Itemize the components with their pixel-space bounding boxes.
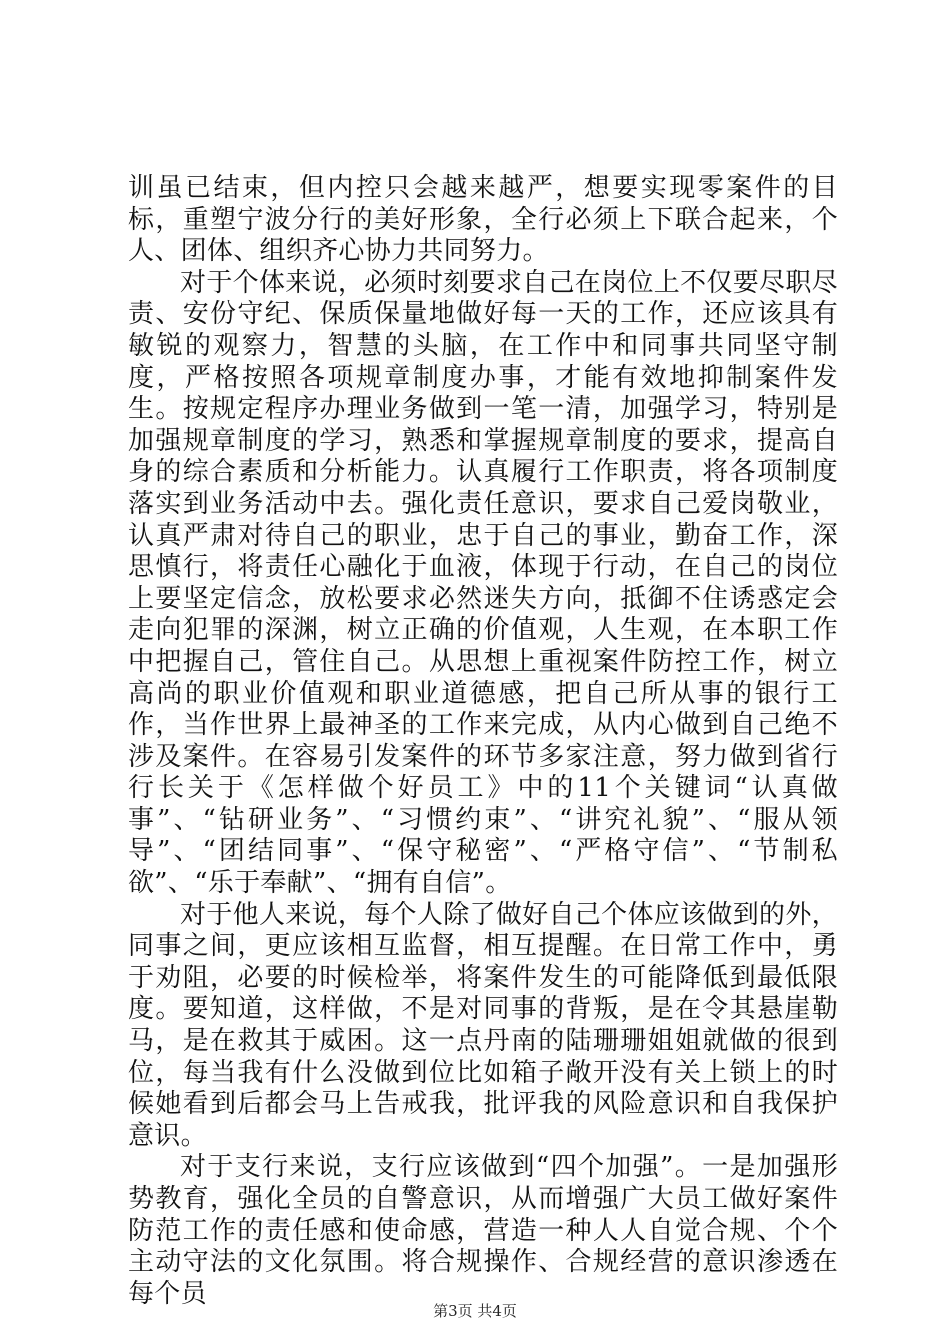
page-number-footer: 第3页 共4页	[433, 1302, 517, 1320]
paragraph-others: 对于他人来说，每个人除了做好自己个体应该做到的外，同事之间，更应该相互监督，相互提醒。在日常工作中，勇于劝阻，必要的时候检举，将案件发生的可能降低到最低限度。要知道，这样做，不是对同事的背叛，是在令其悬崖勒马，是在救其于威困。这一点丹南的陆珊珊姐姐就做的很到位，每当我有什么没做到位比如箱子敞开没有关上锁上的时候她看到后都会马上告戒我，批评我的风险意识和自我保护意识。	[128, 899, 838, 1151]
paragraph-continuation: 训虽已结束，但内控只会越来越严，想要实现零案件的目标，重塑宁波分行的美好形象，全行必须上下联合起来，个人、团体、组织齐心协力共同努力。	[128, 173, 838, 267]
document-body	[128, 173, 838, 1310]
paragraph-branch: 对于支行来说，支行应该做到“四个加强”。一是加强形势教育，强化全员的自警意识，从而增强广大员工做好案件防范工作的责任感和使命感，营造一种人人自觉合规、个个主动守法的文化氛围。将合规操作、合规经营的意识渗透在每个员	[128, 1152, 838, 1309]
paragraph-individual: 对于个体来说，必须时刻要求自己在岗位上不仅要尽职尽责、安份守纪、保质保量地做好每一天的工作，还应该具有敏锐的观察力，智慧的头脑，在工作中和同事共同坚守制度，严格按照各项规章制度办事，才能有效地抑制案件发生。按规定程序办理业务做到一笔一清，加强学习，特别是加强规章制度的学习，熟悉和掌握规章制度的要求，提高自身的综合素质和分析能力。认真履行工作职责，将各项制度落实到业务活动中去。强化责任意识，要求自己爱岗敬业，认真严肃对待自己的职业，忠于自己的事业，勤奋工作，深思慎行，将责任心融化于血液，体现于行动，在自己的岗位上要坚定信念，放松要求必然迷失方向，抵御不住诱惑定会走向犯罪的深渊，树立正确的价值观，人生观，在本职工作中把握自己，管住自己。从思想上重视案件防控工作，树立高尚的职业价值观和职业道德感，把自己所从事的银行工作，当作世界上最神圣的工作来完成，从内心做到自己绝不涉及案件。在容易引发案件的环节多家注意，努力做到省行行长关于《怎样做个好员工》中的11个关键词“认真做事”、“钻研业务”、“习惯约束”、“讲究礼貌”、“服从领导”、“团结同事”、“保守秘密”、“严格守信”、“节制私欲”、“乐于奉献”、“拥有自信”。	[128, 267, 838, 899]
